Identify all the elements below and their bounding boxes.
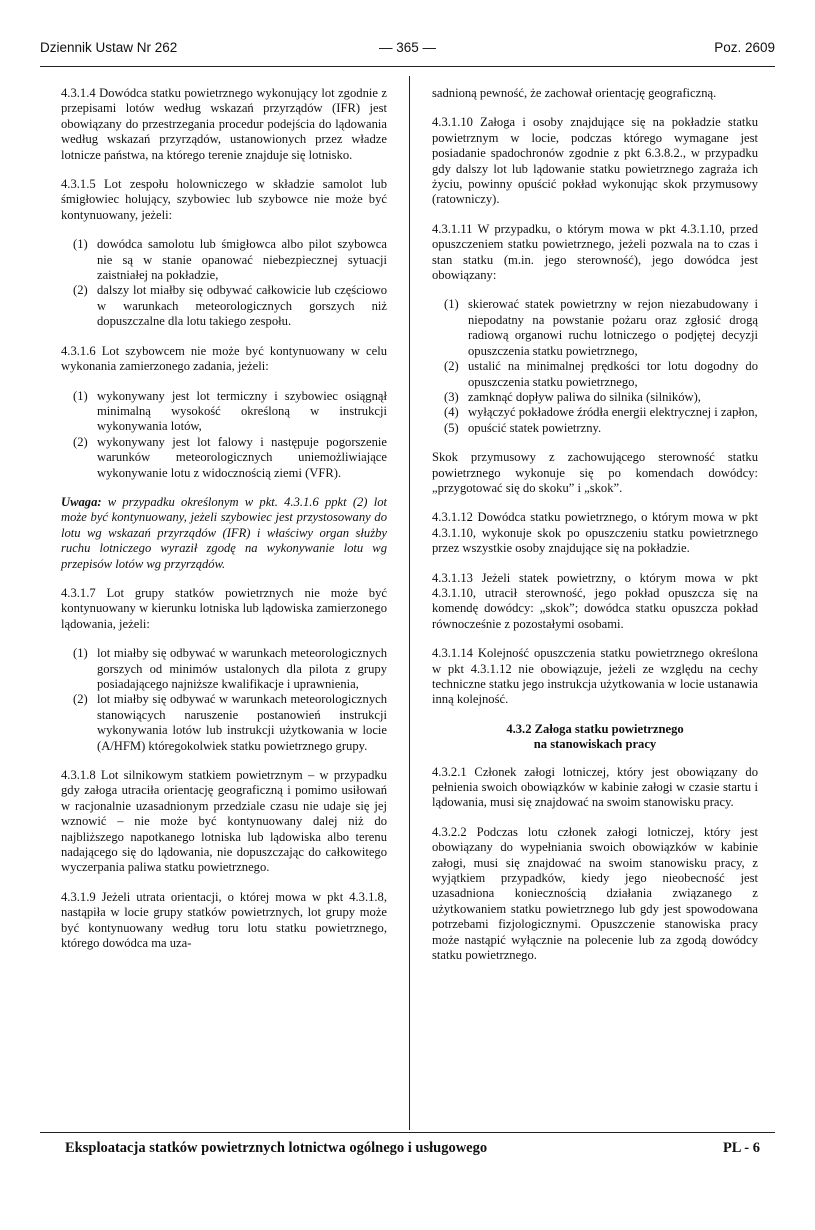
list-item: [73, 283, 387, 329]
list-item: [444, 421, 758, 436]
heading-line: 4.3.2 Załoga statku powietrznego: [506, 721, 684, 736]
list-item-number: (5): [444, 420, 459, 435]
paragraph-continuation: sadnioną pewność, że zachował orientację geograficzną.: [432, 86, 717, 100]
note-text: w przypadku określonym w pkt. 4.3.1.6 ppkt (2) lot może być kontynuowany, jeżeli szybowiec jest przystosowany do lotu wg wskazań przyrządów (IFR) i właściwy organ służby ruchu lotniczego wyraził zgodę na wykonywanie lotu wg przepisów lotów wg przyrządów.: [61, 494, 387, 571]
paragraph-4-3-1-4: 4.3.1.4 Dowódca statku powietrznego wykonujący lot zgodnie z przepisami lotów według wskazań przyrządów (IFR) jest obowiązany do przestrzegania procedur podejścia do lądowania według wskazań przyrządów, ustanowionych przez władze lotnicze państwa, na którego terenie znajduje się lotnisko.: [61, 86, 387, 162]
footer-page-code: PL - 6: [722, 1140, 760, 1156]
list-item-number: (2): [73, 283, 88, 298]
paragraph-4-3-1-5: 4.3.1.5 Lot zespołu holowniczego w składzie samolot lub śmigłowiec holujący, szybowiec lub szybowce nie może być kontynuowany, jeżeli:: [61, 177, 387, 222]
list-item-number: (2): [73, 692, 88, 707]
list-4-3-1-5: [61, 237, 387, 329]
paragraph-skok: Skok przymusowy z zachowującego sterowność statku powietrznego wykonuje się po komendach dowódcy: „przygotować się do skoku” i „skok”.: [432, 450, 758, 495]
list-item-text: lot miałby się odbywać w warunkach meteorologicznych stanowiących naruszenie postanowień instrukcji wykonywania lotów lub instrukcji użytkowania w locie (A/HFM) któregokolwiek statku powietrznego grupy.: [97, 692, 387, 753]
list-item-text: skierować statek powietrzny w rejon niezabudowany i niepodatny na powstanie pożaru oraz zgłosić drogą radiową organowi ruchu lotniczego o podjętej decyzji opuszczenia statku powietrznego,: [468, 297, 758, 358]
list-4-3-1-6: [61, 389, 387, 481]
page-number: — 365 —: [378, 40, 437, 55]
list-item: [73, 646, 387, 692]
list-item: [73, 389, 387, 435]
section-heading-4-3-2: [432, 722, 758, 753]
list-item-number: (2): [444, 359, 459, 374]
note-label: Uwaga:: [61, 494, 102, 509]
left-column: [61, 86, 387, 966]
list-item-text: lot miałby się odbywać w warunkach meteorologicznych gorszych od minimów ustalonych dla pilota z grupy posiadającego najniższe kwalifikacje i uprawnienia,: [97, 646, 387, 691]
paragraph-4-3-1-7: 4.3.1.7 Lot grupy statków powietrznych nie może być kontynuowany w kierunku lotniska lub lądowiska zamierzonego lądowania, jeżeli:: [61, 585, 387, 631]
paragraph-4-3-1-10: 4.3.1.10 Załoga i osoby znajdujące się na pokładzie statku powietrznym w locie, podczas którego wymagane jest posiadanie spadochronów zgodnie z pkt 6.3.8.2., w przypadku gdy dalszy lot lub lądowanie statku powietrznego zagraża ich życiu, powinny opuścić pokład wykonując skok przymusowy (ratowniczy).: [432, 115, 758, 207]
paragraph-4-3-2-2: 4.3.2.2 Podczas lotu członek załogi lotniczej, który jest obowiązany do wypełniania swoich obowiązków w kabinie załogi, musi się znajdować na swoim stanowisku pracy, z wyjątkiem przypadków, kiedy jego nieobecność jest uzasadniona koniecznością działania związanego z użytkowaniem statku powietrznego lub gdy jest spowodowana potrzebami fizjologicznymi. Opuszczenie stanowiska pracy może nastąpić wyłącznie na polecenie lub za zgodą dowódcy statku powietrznego.: [432, 824, 758, 963]
list-item-number: (1): [73, 388, 88, 403]
list-item-text: opuścić statek powietrzny.: [468, 420, 602, 435]
list-item-text: zamknąć dopływ paliwa do silnika (silników),: [468, 389, 701, 404]
header-rule: [40, 66, 775, 67]
column-divider: [409, 76, 410, 1130]
heading-line: na stanowiskach pracy: [533, 737, 657, 752]
page-footer: [65, 1140, 760, 1162]
page-header: [40, 40, 775, 64]
paragraph-4-3-2-1: 4.3.2.1 Członek załogi lotniczej, który jest obowiązany do pełnienia swoich obowiązków w kabinie załogi w czasie startu i lądowania, musi się znajdować na swoim stanowisku pracy.: [432, 764, 758, 810]
list-4-3-1-11: [432, 297, 758, 436]
list-item-text: wyłączyć pokładowe źródła energii elektrycznej i zapłon,: [468, 405, 758, 420]
paragraph-4-3-1-8: 4.3.1.8 Lot silnikowym statkiem powietrznym – w przypadku gdy załoga utraciła orientację geograficzną i pomimo usiłowań w racjonalnie uzasadnionym przedziale czasu nie udaje się jej wznowić – nie może być kontynuowany dalej niż do najbliższego napotkanego lotniska lub lądowiska albo terenu nadającego się do lądowania, nie dopuszczając do całkowitego wyczerpania paliwa statku powietrznego.: [61, 768, 387, 875]
list-item-number: (1): [444, 297, 459, 312]
list-item-number: (3): [444, 389, 459, 404]
list-item-text: dowódca samolotu lub śmigłowca albo pilot szybowca nie są w stanie opanować niebezpiecznej sytuacji zaistniałej na pokładzie,: [97, 237, 387, 283]
list-item: [444, 359, 758, 390]
list-4-3-1-7: [61, 646, 387, 754]
list-item: [73, 692, 387, 754]
list-item: [73, 435, 387, 481]
paragraph-4-3-1-12: 4.3.1.12 Dowódca statku powietrznego, o którym mowa w pkt 4.3.1.10, wykonuje skok po opuszczeniu statku powietrznego przez wszystkie osoby znajdujące się na pokładzie.: [432, 510, 758, 556]
paragraph-4-3-1-9: 4.3.1.9 Jeżeli utrata orientacji, o której mowa w pkt 4.3.1.8, nastąpiła w locie grupy statków powietrznych, lot grupy może być kontynuowany według toru lotu statku powietrznego, którego dowódca ma uza-: [61, 889, 387, 951]
list-item-number: (4): [444, 405, 459, 420]
footer-rule: [40, 1132, 775, 1133]
list-item: [444, 405, 758, 420]
footer-title: Eksploatacja statków powietrznych lotnictwa ogólnego i usługowego: [65, 1140, 488, 1156]
list-item-text: ustalić na minimalnej prędkości tor lotu dogodny do opuszczenia statku powietrznego,: [468, 359, 758, 389]
list-item-text: wykonywany jest lot termiczny i szybowiec osiągnął minimalną wysokość określoną w instrukcji wykonywania lotów,: [97, 388, 387, 434]
paragraph-4-3-1-11: 4.3.1.11 W przypadku, o którym mowa w pkt 4.3.1.10, przed opuszczeniem statku powietrznego, jeżeli pozwala na to czas i stan statku (m.in. jego sterowność), jego dowódca jest obowiązany:: [432, 221, 758, 283]
paragraph-4-3-1-14: 4.3.1.14 Kolejność opuszczenia statku powietrznego określona w pkt 4.3.1.12 nie obowiązuje, jeżeli ze względu na cechy techniczne statku jego instrukcja użytkowania w locie ustanawia inną kolejność.: [432, 646, 758, 707]
right-column: [432, 86, 758, 978]
list-item: [73, 237, 387, 283]
list-item: [444, 390, 758, 405]
paragraph-4-3-1-13: 4.3.1.13 Jeżeli statek powietrzny, o którym mowa w pkt 4.3.1.10, utracił sterowność, jego pokład opuszcza się na komendę dowódcy: „skok”; dowódca statku opuszcza pokład równocześnie z pozostałymi osobami.: [432, 570, 758, 631]
journal-title: Dziennik Ustaw Nr 262: [40, 40, 178, 55]
list-item-number: (1): [73, 646, 88, 661]
list-item: [444, 297, 758, 359]
list-item-text: dalszy lot miałby się odbywać całkowicie lub częściowo w warunkach meteorologicznych gorszych niż dopuszczalne dla lotu takiego zespołu.: [97, 283, 387, 329]
list-item-number: (1): [73, 237, 88, 252]
list-item-number: (2): [73, 434, 88, 449]
position-number: Poz. 2609: [714, 40, 775, 55]
note-paragraph: [61, 495, 387, 572]
list-item-text: wykonywany jest lot falowy i następuje pogorszenie warunków meteorologicznych uniemożliwiające wykonywanie lotu z widocznością ziemi (VFR).: [97, 434, 387, 480]
paragraph-4-3-1-6: 4.3.1.6 Lot szybowcem nie może być kontynuowany w celu wykonania zamierzonego zadania, jeżeli:: [61, 343, 387, 374]
